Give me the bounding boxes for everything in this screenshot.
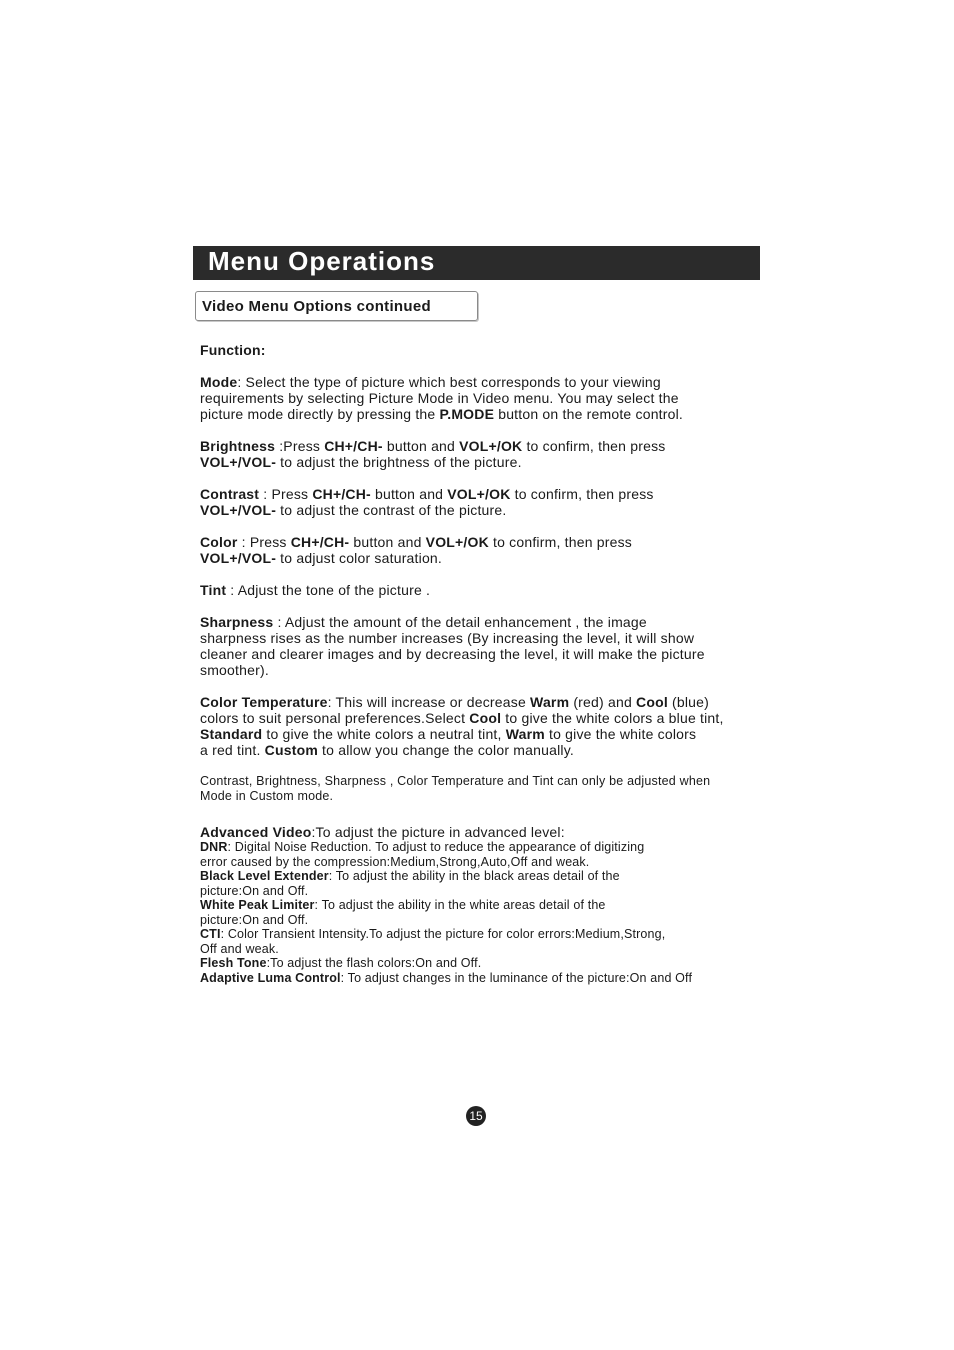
mode-paragraph: Mode: Select the type of picture which best corresponds to your viewing requirements by selecting Picture Mode in Video menu. You may select the picture mode directly by pressing the P.MODE button on the remote control.: [200, 374, 684, 422]
brightness-label: Brightness: [200, 438, 276, 454]
brightness-paragraph: Brightness :Press CH+/CH- button and VOL+/OK to confirm, then press VOL+/VOL- to adjust the brightness of the picture.: [200, 438, 666, 470]
color-temperature-label: Color Temperature: [200, 694, 328, 710]
mode-label: Mode: [200, 374, 238, 390]
color-temperature-paragraph: Color Temperature: This will increase or decrease Warm (red) and Cool (blue) colors to suit personal preferences.Select Cool to give the white colors a blue tint, Standard to give the white colors a neutral tint, Warm to give the white colors a red tint. Custom to allow you change the color manually.: [200, 694, 724, 758]
sharpness-paragraph: Sharpness : Adjust the amount of the detail enhancement , the image sharpness rises as the number increases (By increasing the level, it will show cleaner and clearer images and by decreasing the level, it will make the picture smoother).: [200, 614, 705, 678]
contrast-paragraph: Contrast : Press CH+/CH- button and VOL+/OK to confirm, then press VOL+/VOL- to adjust the contrast of the picture.: [200, 486, 654, 518]
black-level-extender-item: Black Level Extender: To adjust the ability in the black areas detail of the picture:On and Off.: [200, 869, 620, 898]
page-title: Menu Operations: [208, 246, 436, 276]
advanced-video-label: Advanced Video: [200, 824, 312, 840]
function-heading: Function:: [200, 342, 266, 358]
color-paragraph: Color : Press CH+/CH- button and VOL+/OK to confirm, then press VOL+/VOL- to adjust color saturation.: [200, 534, 633, 566]
tint-label: Tint: [200, 582, 227, 598]
dnr-item: DNR: Digital Noise Reduction. To adjust to reduce the appearance of digitizing error caused by the compression:Medium,Strong,Auto,Off and weak.: [200, 840, 645, 869]
white-peak-limiter-item: White Peak Limiter: To adjust the ability in the white areas detail of the picture:On and Off.: [200, 898, 606, 927]
pmode-key: P.MODE: [439, 406, 495, 422]
advanced-video-section: [200, 824, 775, 985]
flesh-tone-item: Flesh Tone:To adjust the flash colors:On and Off.: [200, 956, 482, 970]
adaptive-luma-control-item: Adaptive Luma Control: To adjust changes in the luminance of the picture:On and Off: [200, 970, 693, 985]
custom-mode-note: Contrast, Brightness, Sharpness , Color Temperature and Tint can only be adjusted when Mode in Custom mode.: [200, 774, 711, 803]
section-subtitle: Video Menu Options continued: [202, 298, 431, 315]
advanced-video-heading: Advanced Video:To adjust the picture in advanced level:: [200, 824, 565, 840]
page-title-bar: [193, 246, 760, 280]
cti-item: CTI: Color Transient Intensity.To adjust the picture for color errors:Medium,Strong, Off and weak.: [200, 927, 666, 956]
color-label: Color: [200, 534, 238, 550]
sharpness-label: Sharpness: [200, 614, 274, 630]
section-subtitle-box: [195, 291, 478, 321]
tint-paragraph: Tint : Adjust the tone of the picture .: [200, 582, 431, 598]
manual-content: [200, 342, 775, 985]
contrast-label: Contrast: [200, 486, 260, 502]
page-number-badge: 15: [466, 1106, 486, 1126]
